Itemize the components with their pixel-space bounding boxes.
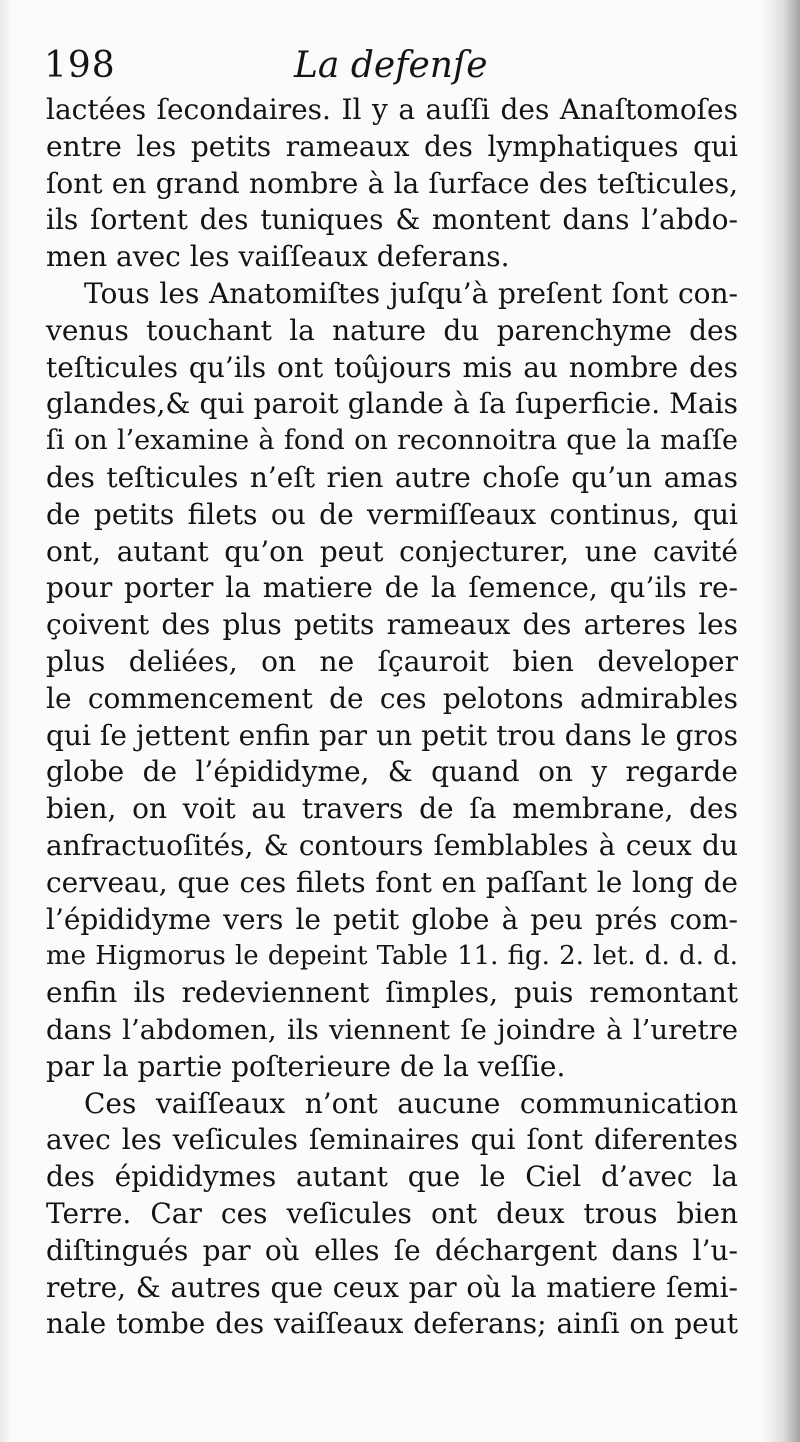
text-line: par la partie poſterieure de la veſſie. bbox=[46, 1049, 566, 1083]
text-line: anfractuoſités, & contours ſemblables à ceux du bbox=[46, 828, 738, 862]
text-line: glandes,& qui paroit glande à ſa ſuperficie. Mais bbox=[46, 387, 738, 421]
text-line: ſont en grand nombre à la ſurface des teſticules, bbox=[46, 166, 738, 200]
text-line: diſtingués par où elles ſe déchargent dans l’u- bbox=[46, 1233, 738, 1267]
page-gutter-shadow bbox=[762, 0, 800, 1442]
text-line: des teſticules n’eſt rien autre choſe qu’un amas bbox=[46, 460, 738, 494]
page-header bbox=[44, 40, 744, 92]
text-line: ont, autant qu’on peut conjecturer, une cavité bbox=[46, 534, 738, 568]
text-line: Terre. Car ces veſicules ont deux trous bien bbox=[46, 1196, 738, 1230]
text-line: l’épididyme vers le petit globe à peu prés com- bbox=[46, 902, 738, 936]
text-line: dans l’abdomen, ils viennent ſe joindre à l’uretre bbox=[46, 1013, 738, 1046]
text-line: le commencement de ces pelotons admirables bbox=[46, 681, 738, 715]
text-line: Ces vaiſſeaux n’ont aucune communication bbox=[84, 1086, 738, 1120]
text-line: bien, on voit au travers de ſa membrane, des bbox=[46, 792, 738, 826]
text-line: retre, & autres que ceux par où la matiere ſemi- bbox=[46, 1270, 738, 1304]
text-line: enfin ils redeviennent ſimples, puis remontant bbox=[46, 976, 738, 1010]
text-line: ſi on l’examine à fond on reconnoitra que la maſſe bbox=[46, 425, 738, 457]
text-line: entre les petits rameaux des lymphatiques qui bbox=[46, 129, 738, 163]
text-line: plus deliées, on ne ſçauroit bien developer bbox=[46, 644, 738, 678]
text-line: ils ſortent des tuniques & montent dans l’abdo- bbox=[46, 203, 738, 237]
running-head: La defenſe bbox=[294, 45, 488, 86]
text-line: des épididymes autant que le Ciel d’avec la bbox=[46, 1160, 738, 1194]
text-line: Tous les Anatomiſtes juſqu’à preſent ſont con- bbox=[84, 276, 738, 310]
text-line: teſticules qu’ils ont toûjours mis au nombre des bbox=[46, 350, 738, 384]
text-line: nale tombe des vaiſſeaux deferans; ainſi on peut bbox=[46, 1307, 738, 1341]
page-edge-shadow-left bbox=[0, 0, 12, 1442]
body-text bbox=[46, 92, 738, 1343]
text-line: men avec les vaiſſeaux deferans. bbox=[46, 240, 510, 274]
paragraph-3 bbox=[46, 1086, 738, 1344]
paragraph-1 bbox=[46, 92, 738, 276]
text-line: lactées ſecondaires. Il y a auſſi des Anaſtomoſes bbox=[46, 93, 738, 126]
text-line: cerveau, que ces filets font en paſſant le long de bbox=[46, 865, 738, 899]
page-number: 198 bbox=[44, 45, 116, 86]
text-line: pour porter la matiere de la ſemence, qu’ils re- bbox=[46, 571, 738, 605]
paragraph-2 bbox=[46, 276, 738, 1086]
text-line: me Higmorus le depeint Table 11. fig. 2. let. d. d. d. bbox=[46, 941, 738, 972]
text-line: avec les veſicules ſeminaires qui ſont diferentes bbox=[46, 1123, 738, 1157]
text-line: çoivent des plus petits rameaux des arteres les bbox=[46, 608, 738, 642]
text-line: globe de l’épididyme, & quand on y regarde bbox=[46, 755, 738, 789]
text-line: venus touchant la nature du parenchyme des bbox=[46, 313, 738, 347]
text-line: de petits filets ou de vermiſſeaux continus, qui bbox=[46, 497, 738, 531]
text-line: qui ſe jettent enfin par un petit trou dans le gros bbox=[46, 718, 738, 752]
